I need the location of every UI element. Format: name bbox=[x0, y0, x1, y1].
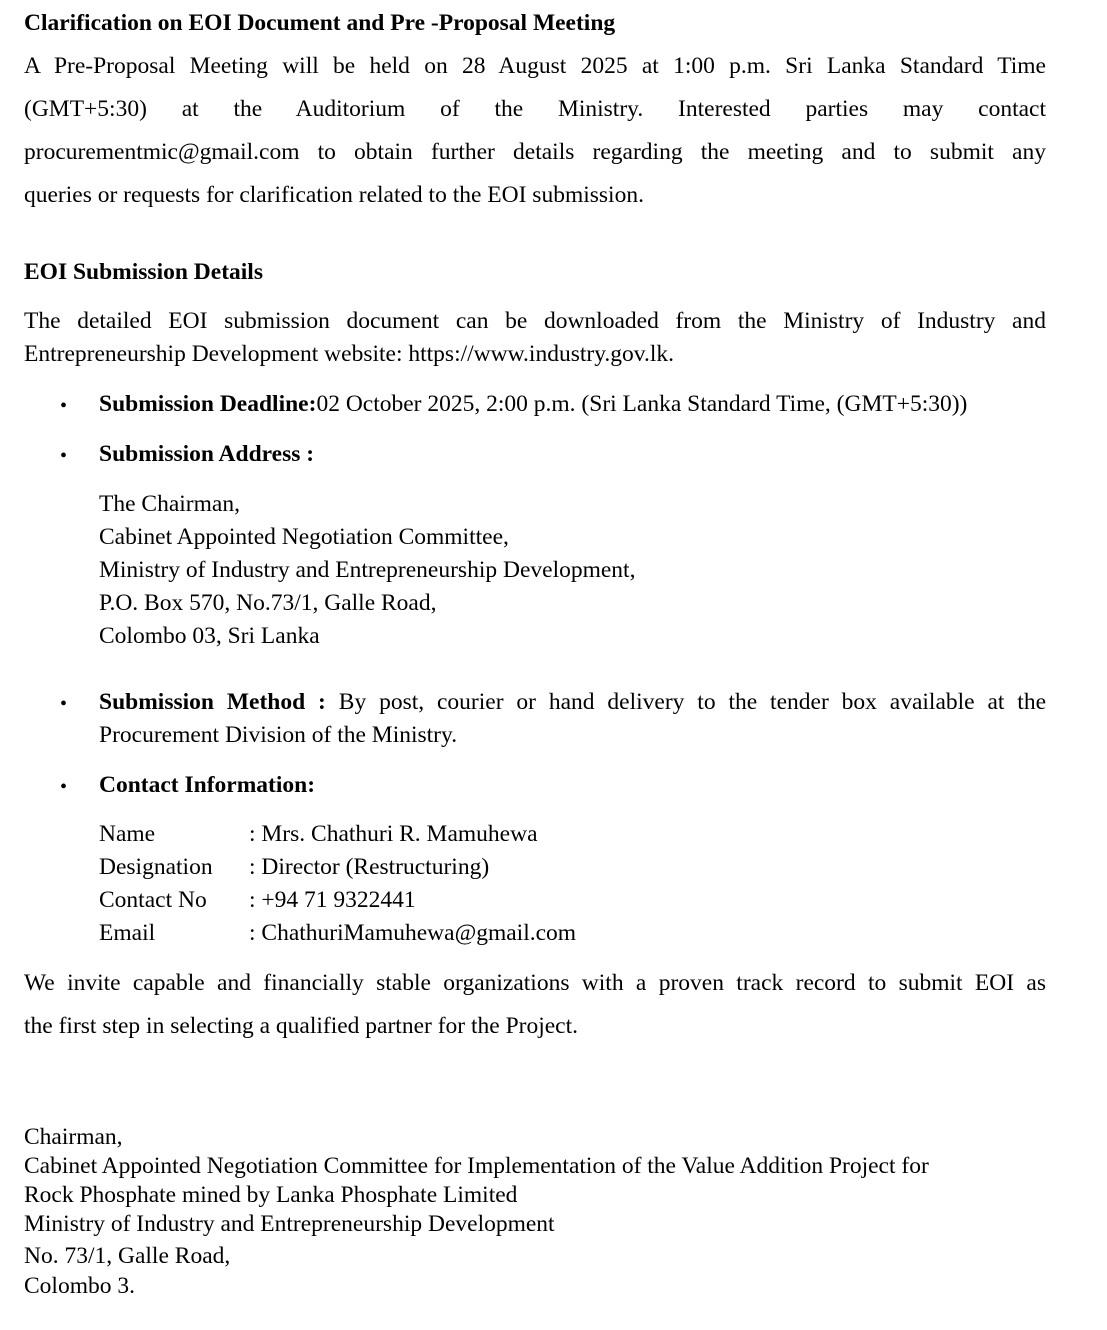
method-label: Submission Method : bbox=[99, 689, 326, 715]
contact-name-value: : Mrs. Chathuri R. Mamuhewa bbox=[249, 821, 538, 847]
clarification-line-1: A Pre-Proposal Meeting will be held on 28 August 2025 at 1:00 p.m. Sri Lanka Standard Time bbox=[24, 53, 1046, 79]
contact-phone-label: Contact No bbox=[99, 887, 207, 913]
address-line-1: The Chairman, bbox=[99, 491, 240, 517]
signature-line-5: No. 73/1, Galle Road, bbox=[24, 1243, 231, 1269]
contact-designation-label: Designation bbox=[99, 854, 213, 880]
method-line-2: Procurement Division of the Ministry. bbox=[99, 722, 458, 748]
deadline-item bbox=[99, 391, 967, 418]
contact-email-value: : ChathuriMamuhewa@gmail.com bbox=[249, 920, 577, 946]
bullet-icon: • bbox=[60, 445, 68, 467]
address-line-5: Colombo 03, Sri Lanka bbox=[99, 623, 320, 649]
contact-phone-value: : +94 71 9322441 bbox=[249, 887, 416, 913]
submission-intro-line-1: The detailed EOI submission document can be downloaded from the Ministry of Industry and bbox=[24, 308, 1046, 334]
address-line-3: Ministry of Industry and Entrepreneurship Development, bbox=[99, 557, 636, 583]
signature-line-4: Ministry of Industry and Entrepreneurship Development bbox=[24, 1211, 555, 1237]
address-line-2: Cabinet Appointed Negotiation Committee, bbox=[99, 524, 509, 550]
signature-line-2: Cabinet Appointed Negotiation Committee for Implementation of the Value Addition Project for bbox=[24, 1153, 929, 1179]
contact-email-label: Email bbox=[99, 920, 156, 946]
clarification-heading: Clarification on EOI Document and Pre -Proposal Meeting bbox=[24, 10, 616, 36]
invitation-line-1: We invite capable and financially stable organizations with a proven track record to submit EOI as bbox=[24, 970, 1046, 996]
address-label: Submission Address : bbox=[99, 441, 315, 467]
deadline-label: Submission Deadline: bbox=[99, 391, 317, 417]
contact-designation-value: : Director (Restructuring) bbox=[249, 854, 490, 880]
contact-label: Contact Information: bbox=[99, 772, 316, 798]
deadline-value: 02 October 2025, 2:00 p.m. (Sri Lanka Standard Time, (GMT+5:30)) bbox=[316, 391, 968, 417]
clarification-line-3: procurementmic@gmail.com to obtain further details regarding the meeting and to submit any bbox=[24, 139, 1046, 165]
submission-heading: EOI Submission Details bbox=[24, 259, 263, 285]
method-line-1: By post, courier or hand delivery to the tender box available at the bbox=[338, 689, 1047, 715]
signature-line-1: Chairman, bbox=[24, 1124, 123, 1150]
bullet-icon: • bbox=[60, 776, 68, 798]
invitation-line-2: the first step in selecting a qualified partner for the Project. bbox=[24, 1013, 579, 1039]
address-line-4: P.O. Box 570, No.73/1, Galle Road, bbox=[99, 590, 437, 616]
method-item bbox=[99, 689, 1046, 716]
signature-line-3: Rock Phosphate mined by Lanka Phosphate Limited bbox=[24, 1182, 518, 1208]
clarification-line-4: queries or requests for clarification related to the EOI submission. bbox=[24, 182, 644, 208]
bullet-icon: • bbox=[60, 395, 68, 417]
signature-line-6: Colombo 3. bbox=[24, 1273, 135, 1299]
contact-name-label: Name bbox=[99, 821, 156, 847]
submission-intro-line-2: Entrepreneurship Development website: https://www.industry.gov.lk. bbox=[24, 341, 675, 367]
clarification-line-2: (GMT+5:30) at the Auditorium of the Ministry. Interested parties may contact bbox=[24, 96, 1046, 122]
bullet-icon: • bbox=[60, 693, 68, 715]
